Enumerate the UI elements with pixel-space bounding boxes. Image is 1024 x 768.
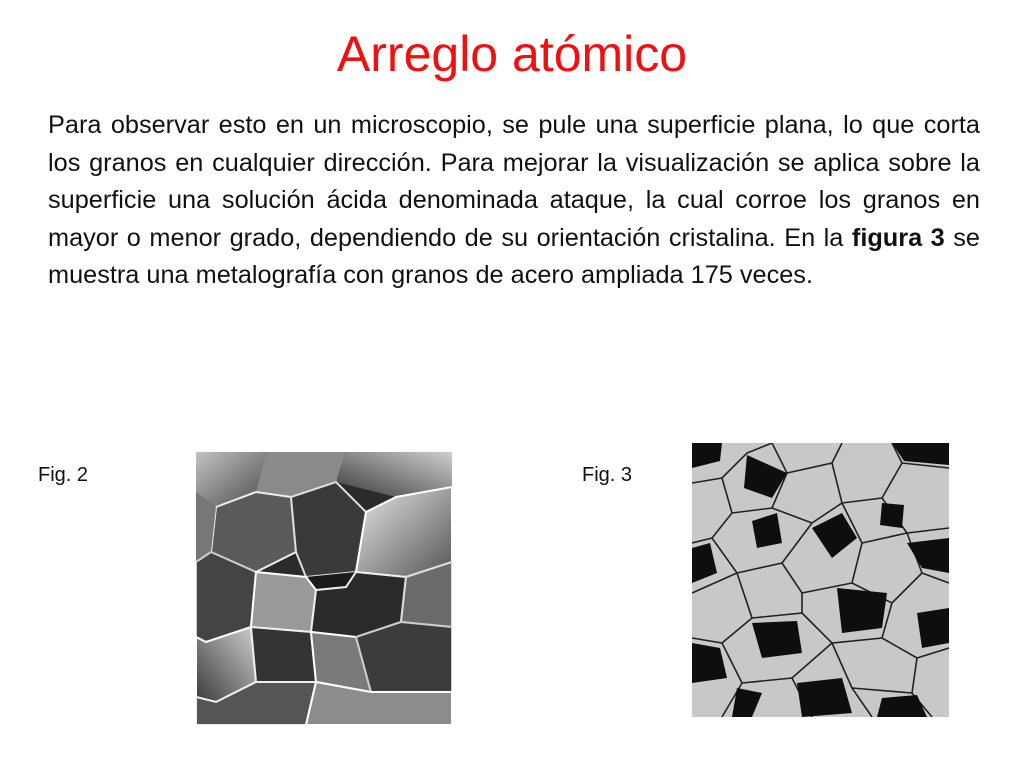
paragraph-text-part1: Para observar esto en un microscopio, se pule una superficie plana, lo que corta los granos en cualquier dirección. Para mejorar la visualización se aplica sobre la superficie una solución ácida denominada ataque, la cual corroe los granos en mayor o menor grado, dependiendo de su orientación cristalina. En la bbox=[48, 111, 980, 252]
body-paragraph bbox=[48, 107, 980, 295]
grain-fracture-image bbox=[196, 452, 452, 725]
slide-title: Arreglo atómico bbox=[336, 26, 688, 82]
paragraph-bold-reference: figura 3 bbox=[851, 223, 945, 252]
figure-2-label: Fig. 2 bbox=[38, 464, 89, 486]
paragraph-text-part2: se muestra una metalografía con granos de acero ampliada 175 veces. bbox=[48, 223, 980, 289]
figure-3-micrograph bbox=[692, 443, 949, 717]
figure-3-label: Fig. 3 bbox=[582, 464, 633, 486]
steel-grains-image bbox=[692, 443, 949, 717]
figure-2-micrograph bbox=[196, 452, 452, 725]
